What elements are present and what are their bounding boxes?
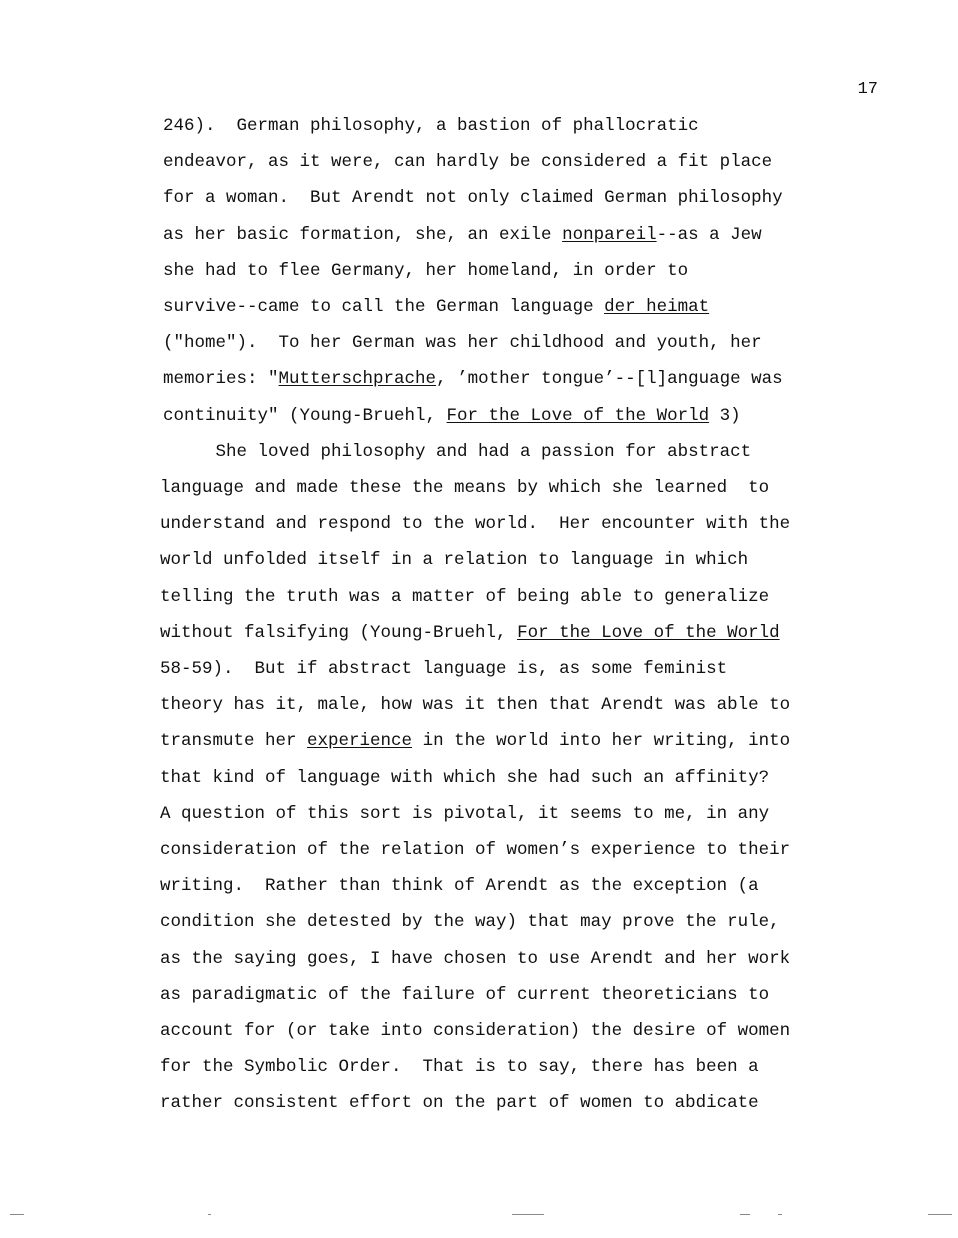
text-line: without falsifying (Young-Bruehl, For the Love of the World xyxy=(160,622,780,643)
text-line: she had to flee Germany, her homeland, in order to xyxy=(163,260,689,281)
text-line: 58-59). But if abstract language is, as some feminist xyxy=(160,659,728,680)
text-line: 246). German philosophy, a bastion of phallocratic xyxy=(163,116,699,136)
text-line: for the Symbolic Order. That is to say, there has been a xyxy=(160,1057,759,1078)
text-line: continuity" (Young-Bruehl, For the Love of the World 3) xyxy=(163,405,741,426)
page-number: 17 xyxy=(857,80,878,99)
book-title: For the Love of the World xyxy=(517,622,780,643)
text-line: for a woman. But Arendt not only claimed German philosophy xyxy=(163,188,783,209)
scan-artifact xyxy=(208,1214,211,1215)
underlined-term: nonpareil xyxy=(562,224,657,245)
text-line: consideration of the relation of women’s experience to their xyxy=(160,840,791,861)
text-line: ("home"). To her German was her childhood and youth, her xyxy=(163,333,762,354)
text-line: transmute her experience in the world into her writing, into xyxy=(160,731,791,752)
book-title: For the Love of the World xyxy=(446,405,710,426)
text-line: condition she detested by the way) that may prove the rule, xyxy=(160,912,780,933)
scan-artifact xyxy=(928,1214,952,1215)
scan-artifact xyxy=(10,1214,24,1215)
body-text xyxy=(160,108,840,1122)
text-line: A question of this sort is pivotal, it seems to me, in any xyxy=(160,803,770,824)
text-line: telling the truth was a matter of being able to generalize xyxy=(160,586,770,607)
scan-artifact xyxy=(778,1214,782,1215)
text-line: rather consistent effort on the part of women to abdicate xyxy=(160,1093,759,1114)
text-line: memories: "Mutterschprache, ’mother tongue’--[l]anguage was xyxy=(163,369,783,390)
text-line: theory has it, male, how was it then that Arendt was able to xyxy=(160,695,791,716)
scan-artifact xyxy=(512,1214,544,1215)
text-line: survive--came to call the German language der heimat xyxy=(163,297,710,318)
text-line: She loved philosophy and had a passion for abstract xyxy=(163,441,752,462)
text-line: endeavor, as it were, can hardly be considered a fit place xyxy=(163,152,773,173)
text-line: language and made these the means by which she learned to xyxy=(160,478,770,499)
text-line: world unfolded itself in a relation to language in which xyxy=(160,550,749,571)
scan-artifact xyxy=(740,1214,750,1215)
underlined-term: der heimat xyxy=(604,297,710,318)
text-line: writing. Rather than think of Arendt as the exception (a xyxy=(160,876,759,897)
text-line: account for (or take into consideration) the desire of women xyxy=(160,1021,791,1042)
text-line: that kind of language with which she had such an affinity? xyxy=(160,767,770,788)
underlined-term: experience xyxy=(307,731,413,752)
text-line: as the saying goes, I have chosen to use Arendt and her work xyxy=(160,948,791,969)
text-line: as paradigmatic of the failure of current theoreticians to xyxy=(160,984,770,1005)
text-line: understand and respond to the world. Her encounter with the xyxy=(160,514,791,535)
underlined-term: Mutterschprache xyxy=(278,369,437,390)
text-line: as her basic formation, she, an exile nonpareil--as a Jew xyxy=(163,224,762,245)
